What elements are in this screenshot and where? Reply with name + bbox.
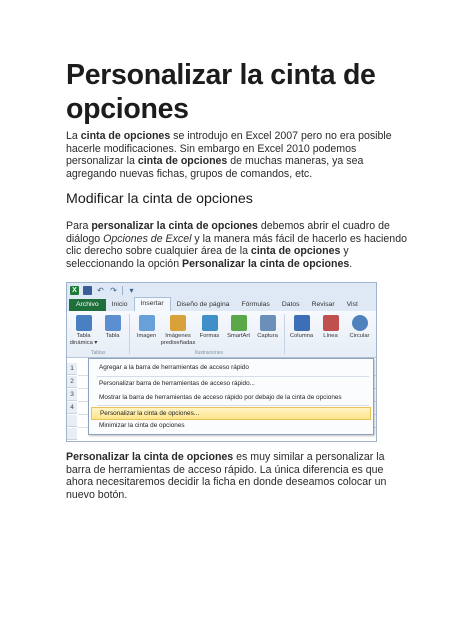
column-chart-icon [294, 315, 310, 331]
table-button[interactable]: Tabla [98, 311, 127, 357]
excel-screenshot [66, 282, 377, 442]
pie-chart-icon [352, 315, 368, 331]
tab-insertar[interactable]: Insertar [134, 297, 171, 311]
tab-inicio[interactable]: Inicio [111, 301, 128, 308]
customize-toolbar-icon[interactable]: ▾ [129, 285, 134, 295]
row-header[interactable] [67, 428, 77, 440]
closing-paragraph: Personalizar la cinta de opciones es muy similar a personalizar la barra de herramientas de acceso rápido. La única diferencia es que ahora necesitaremos decidir la ficha en donde deseamos colocar un nuevo botón. [66, 451, 387, 501]
excel-app-icon[interactable]: X [70, 286, 79, 295]
toolbar-separator [122, 286, 123, 295]
shapes-button[interactable]: Formas [195, 311, 224, 357]
clipart-button[interactable]: Imágenes prediseñadas [161, 311, 195, 357]
page-title: Personalizar la cinta de opciones [66, 59, 376, 125]
row-header[interactable] [67, 415, 77, 427]
group-label-ilustraciones: Ilustraciones [195, 350, 224, 356]
shapes-icon [202, 315, 218, 331]
row-header[interactable]: 4 [67, 402, 77, 414]
row-header[interactable]: 3 [67, 389, 77, 401]
row-header[interactable]: 2 [67, 376, 77, 388]
group-label-tablas: Tablas [91, 350, 106, 356]
menu-item-customize-ribbon[interactable]: Personalizar la cinta de opciones... [91, 407, 371, 420]
save-icon[interactable] [83, 286, 92, 295]
menu-item-customize-qat[interactable]: Personalizar barra de herramientas de acceso rápido... [99, 380, 255, 387]
ribbon [67, 311, 376, 358]
pie-chart-button[interactable]: Circular [345, 311, 374, 357]
clipart-icon [170, 315, 186, 331]
group-separator [129, 314, 130, 354]
smartart-icon [231, 315, 247, 331]
row-header[interactable]: 1 [67, 363, 77, 375]
image-button[interactable]: Imagen [132, 311, 161, 357]
screenshot-button[interactable]: Captura [253, 311, 282, 357]
ribbon-tabs [67, 297, 376, 311]
image-icon [139, 315, 155, 331]
intro-paragraph: La cinta de opciones se introdujo en Excel 2007 pero no era posible hacerle modificaciones. Sin embargo en Excel 2010 podemos personalizar la cinta de opciones de muchas maneras, ya sea agregando nuevas fichas, grupos de comandos, etc. [66, 130, 392, 180]
table-icon [105, 315, 121, 331]
tab-revisar[interactable]: Revisar [311, 301, 335, 308]
undo-icon[interactable]: ↶ [97, 285, 104, 295]
column-chart-button[interactable]: Columna [287, 311, 316, 357]
menu-separator [97, 405, 369, 406]
smartart-button[interactable]: SmartArt [224, 311, 253, 357]
pivot-table-button[interactable]: Tabla dinámica ▾ [69, 311, 98, 357]
tab-archivo[interactable]: Archivo [69, 299, 106, 311]
tab-vista[interactable]: Vist [346, 301, 358, 308]
tab-formulas[interactable]: Fórmulas [241, 301, 270, 308]
instructions-paragraph: Para personalizar la cinta de opciones debemos abrir el cuadro de diálogo Opciones de Excel y la manera más fácil de hacerlo es haciendo clic derecho sobre cualquier área de la cinta de opciones y seleccionando la opción Personalizar la cinta de opciones. [66, 220, 407, 270]
group-separator [284, 314, 285, 354]
line-chart-button[interactable]: Línea [316, 311, 345, 357]
section-heading: Modificar la cinta de opciones [66, 191, 253, 207]
tab-diseno-pagina[interactable]: Diseño de página [176, 301, 230, 308]
line-chart-icon [323, 315, 339, 331]
menu-item-show-qat-below[interactable]: Mostrar la barra de herramientas de acceso rápido por debajo de la cinta de opciones [99, 394, 342, 401]
redo-icon[interactable]: ↷ [110, 285, 117, 295]
context-menu [88, 358, 374, 435]
tab-datos[interactable]: Datos [281, 301, 300, 308]
menu-item-add-to-qat[interactable]: Agregar a la barra de herramientas de acceso rápido [99, 364, 249, 371]
menu-separator [97, 376, 369, 377]
quick-access-toolbar [67, 283, 376, 297]
menu-item-minimize-ribbon[interactable]: Minimizar la cinta de opciones [99, 422, 185, 429]
screenshot-icon [260, 315, 276, 331]
pivot-table-icon [76, 315, 92, 331]
